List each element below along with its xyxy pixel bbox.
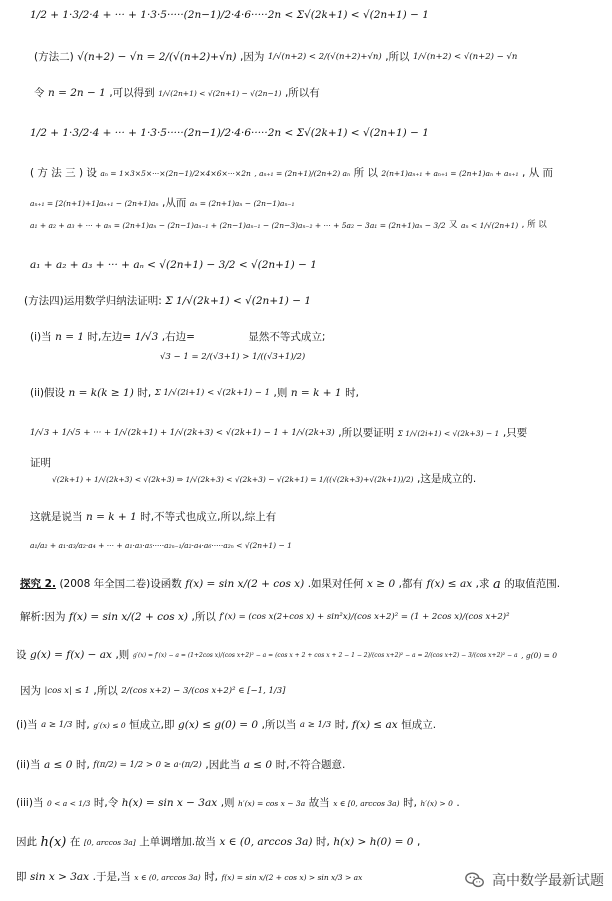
text-therefore: 所 以 [353,167,378,180]
formula-hx-pos: h(x) > h(0) = 0 [333,836,414,849]
text-so-when-2: 故当 [308,797,330,810]
formula-goal: Σ 1/√(2i+1) < √(2k+3) − 1 [397,428,500,438]
line-21 [20,686,285,698]
watermark-label: 高中数学最新试题 [492,873,604,889]
text-therefore-2: 因此 [16,836,37,849]
formula-gprime-le-0: g′(x) ≤ 0 [93,720,126,730]
formula-hypothesis: Σ 1/√(2i+1) < √(2k+1) − 1 [154,388,270,399]
formula-induction-target: Σ 1/√(2k+1) < √(2n+1) − 1 [165,295,312,308]
formula-open-interval-2: x ∈ (0, arccos 3a) [134,872,201,882]
line-6 [30,198,294,210]
text-when-2: 时, [345,387,359,400]
text-so-have: ,所以有 [284,87,320,100]
text-on: 在 [69,836,81,849]
formula-fx: f(x) = sin x/(2 + cos x) [185,578,305,591]
text-holds: ,这是成立的. [417,473,477,486]
formula-an-definition: aₙ = 1×3×5×···×(2n−1)/2×4×6×···×2n [100,168,251,178]
formula-sqrt-difference: √(n+2) − √n = 2/(√(n+2)+√n) [77,51,237,64]
formula-result: 1/√(n+2) < √(n+2) − √n [413,52,518,63]
text-only-need: ,只要 [502,427,528,440]
text-then: ,则 [273,387,288,400]
text-always-holds: 恒成立,即 [129,719,175,732]
text-find: ,求 [475,578,490,591]
line-2 [34,52,517,64]
formula-a-le-0-2: a ≤ 0 [243,759,273,772]
formula-final-inequality: a₁/a₂ + a₁·a₃/a₂·a₄ + ··· + a₁·a₃·a₅·····a₂ₙ₋₁/a₂·a₄·a₆·····a₂ₙ < √(2n+1) − 1 [30,540,292,550]
text-so-4: ,所以 [191,611,216,624]
text-when-8: 时, [204,871,219,884]
text-case-i: (i)当 [30,331,52,344]
formula-left-value: 1/√3 [134,331,159,344]
text-prove: 证明 [30,457,51,470]
wechat-icon [464,869,486,891]
formula-a-ge-third: a ≥ 1/3 [41,720,73,731]
text-also: 又 [449,220,458,231]
text-let-3: 时,令 [93,797,119,810]
text-obviously-holds: 显然不等式成立; [248,331,326,344]
formula-range: 2/(cos x+2) − 3/(cos x+2)² ∈ [−1, 1/3] [121,686,286,697]
line-17 [30,540,292,552]
formula-g0: , g(0) = 0 [521,650,558,660]
formula-an-bound: aₙ < 1/√(2n+1) [461,220,519,230]
text-thus-when: .于是,当 [92,871,131,884]
text-thus: , 从 而 [522,167,554,180]
formula-an-recurrence: , aₙ₊₁ = (2n+1)/(2n+2) aₙ [254,168,351,178]
line-19 [20,612,510,624]
formula-gprime: g′(x) = f′(x) − a = (1+2cos x)/(cos x+2)² − a = (cos x + 2 + cos x + 2 − 1 − 2)/(cos x+2)² − a = 2/(cos x+2) − 3/(cos x+2)² − a [132,651,518,659]
line-20 [16,650,557,662]
text-comma: , [416,836,421,849]
text-let: 令 [34,87,45,100]
formula-hx-2: h(x) [40,835,67,850]
formula-sum-inequality-2: 1/2 + 1·3/2·4 + ··· + 1·3·5·····(2n−1)/2·4·6·····2n < Σ√(2k+1) < √(2n+1) − 1 [30,127,429,140]
text-conclusion: 时,不等式也成立,所以,综上有 [140,511,277,524]
text-because-2: 因为 [20,685,41,698]
text-case-i-2: (i)当 [16,719,38,732]
text-period: . [456,797,460,810]
text-because: ,因为 [240,51,265,64]
line-23 [16,760,345,772]
formula-fx-le-ax-2: f(x) ≤ ax [352,719,398,732]
text-right-side: ,右边= [161,331,195,344]
text-if-any: .如果对任何 [307,578,364,591]
text-so: ,所以 [385,51,410,64]
text-when-5: 时, [75,759,90,772]
formula-gx-le-g0: g(x) ≤ g(0) = 0 [178,719,259,732]
formula-fx-2: f(x) = sin x/(2 + cos x) [69,611,189,624]
formula-telescoping: a₁ + a₂ + a₃ + ··· + aₙ = (2n+1)aₙ − (2n−1)aₙ₋₁ + (2n−1)aₙ₋₁ − (2n−3)aₙ₋₂ + ··· + 5a₂ − 3a₁ = (2n+1)aₙ − 3/2 [30,220,446,230]
line-10 [30,332,325,344]
formula-relation: 2(n+1)aₙ₊₁ + aₙ₊₁ = (2n+1)aₙ + aₙ₊₁ [381,168,519,178]
line-13 [30,428,527,440]
formula-gx: g(x) = f(x) − ax [30,649,112,662]
text-when-7: 时, [316,836,330,849]
line-14 [30,458,51,470]
text-analysis: 解析:因为 [20,611,66,624]
line-5 [30,168,553,180]
formula-sum-inequality-1: 1/2 + 1·3/2·4 + ··· + 1·3·5·····(2n−1)/2·4·6·····2n < Σ√(2k+1) < √(2n+1) − 1 [30,9,429,22]
formula-a-ge-third-2: a ≥ 1/3 [299,720,332,731]
text-then-3: ,则 [220,797,235,810]
formula-sum-step: 1/√3 + 1/√5 + ··· + 1/√(2k+1) + 1/√(2k+3) < √(2k+1) − 1 + 1/√(2k+3) [30,428,335,439]
text-when: 时, [137,387,152,400]
formula-a-le-0: a ≤ 0 [44,759,73,772]
formula-x-nonneg: x ≥ 0 [367,578,396,591]
formula-closed-interval: [0, arccos 3a] [83,838,136,848]
formula-x-interval: x ∈ [0, arccos 3a) [333,798,400,808]
formula-sin-gt: sin x > 3ax [30,871,90,884]
line-22 [16,720,436,732]
formula-an1: aₙ₊₁ = [2(n+1)+1]aₙ₊₁ − (2n+1)aₙ [30,198,159,208]
formula-substitution: n = 2n − 1 [48,87,106,100]
formula-hx: h(x) = sin x − 3ax [121,797,218,810]
text-when-4: 时, [334,719,349,732]
text-when-6: 时, [403,797,417,810]
formula-right-value: √3 − 1 = 2/(√3+1) > 1/((√3+1)/2) [160,352,306,363]
text-not-satisfy: 时,不符合题意. [275,759,346,772]
text-case-iii: (iii)当 [16,797,44,810]
text-so-5: ,所以 [93,685,118,698]
text-let-2: 设 [16,649,27,662]
text-case-ii: (ii)假设 [30,387,66,400]
explore-2-label: 探究 2. [20,578,56,591]
line-15 [52,474,476,486]
formula-final: f(x) = sin x/(2 + cos x) > sin x/3 > ax [221,872,363,882]
text-therefore-when: ,因此当 [205,759,241,772]
formula-n-equals-k1: n = k + 1 [290,387,342,400]
text-obtain: ,可以得到 [109,87,155,100]
line-8 [30,260,317,272]
formula-abs-cos: |cos x| ≤ 1 [44,686,90,697]
line-24 [16,798,460,810]
line-9 [24,296,311,308]
line-11 [160,352,305,364]
formula-obtained: 1/√(2n+1) < √(2n+1) − √(2n−1) [158,88,282,98]
formula-hprime: h′(x) = cos x − 3a [238,798,306,808]
formula-hprime-pos: h′(x) > 0 [420,798,453,808]
text-need-prove: ,所以要证明 [338,427,395,440]
formula-fprime: f′(x) = (cos x(2+cos x) + sin²x)/(cos x+2)² = (1 + 2cos x)/(cos x+2)² [219,612,510,623]
formula-n-equals-1: n = 1 [55,331,85,344]
text-case-ii-2: (ii)当 [16,759,41,772]
formula-key-step: √(2k+1) + 1/√(2k+3) < √(2k+3) ⇒ 1/√(2k+3) < √(2k+3) − √(2k+1) = 1/((√(2k+3)+√(2k+1))/2) [52,474,414,484]
text-increasing: 上单调增加.故当 [139,836,217,849]
formula-sum-bound: a₁ + a₂ + a₃ + ··· + aₙ < √(2n+1) − 3/2 < √(2n+1) − 1 [30,259,317,272]
line-18 [20,578,560,592]
formula-a: a [492,577,501,592]
text-so-3: , 所 以 [521,220,547,231]
line-25 [16,836,420,850]
formula-compare: 1/√(n+2) < 2/(√(n+2)+√n) [267,52,382,63]
method-three-label: ( 方 法 三 ) 设 [30,167,97,180]
text-when-3: 时, [75,719,90,732]
formula-an: aₙ = (2n+1)aₙ − (2n−1)aₙ₋₁ [189,198,295,208]
text-problem-source: (2008 年全国二卷)设函数 [59,578,182,591]
formula-n-equals-k: n = k(k ≥ 1) [68,387,134,400]
line-3 [34,88,320,100]
method-four-label: (方法四)运用数学归纳法证明: [24,295,162,308]
formula-n-k1: n = k + 1 [86,511,137,524]
text-always: ,都有 [398,578,423,591]
text-range: 的取值范围. [504,578,561,591]
line-26 [16,872,362,884]
line-7 [30,220,547,232]
formula-a-between: 0 < a < 1/3 [46,798,91,808]
watermark [464,869,604,891]
line-1 [30,10,429,22]
text-that-is: 这就是说当 [30,511,83,524]
formula-open-interval: x ∈ (0, arccos 3a) [219,836,313,849]
text-i-e: 即 [16,871,27,884]
line-12 [30,388,359,400]
line-16 [30,512,276,524]
text-thus-2: ,从而 [162,197,187,210]
text-holds-2: 恒成立. [401,719,437,732]
line-4 [30,128,429,140]
text-so-when: ,所以当 [261,719,297,732]
text-then-2: ,则 [115,649,130,662]
formula-fx-le-ax: f(x) ≤ ax [426,578,473,591]
text-left-side: 时,左边= [87,331,132,344]
method-two-label: (方法二) [34,51,74,64]
formula-f-pi-half: f(π/2) = 1/2 > 0 ≥ a·(π/2) [93,760,202,771]
